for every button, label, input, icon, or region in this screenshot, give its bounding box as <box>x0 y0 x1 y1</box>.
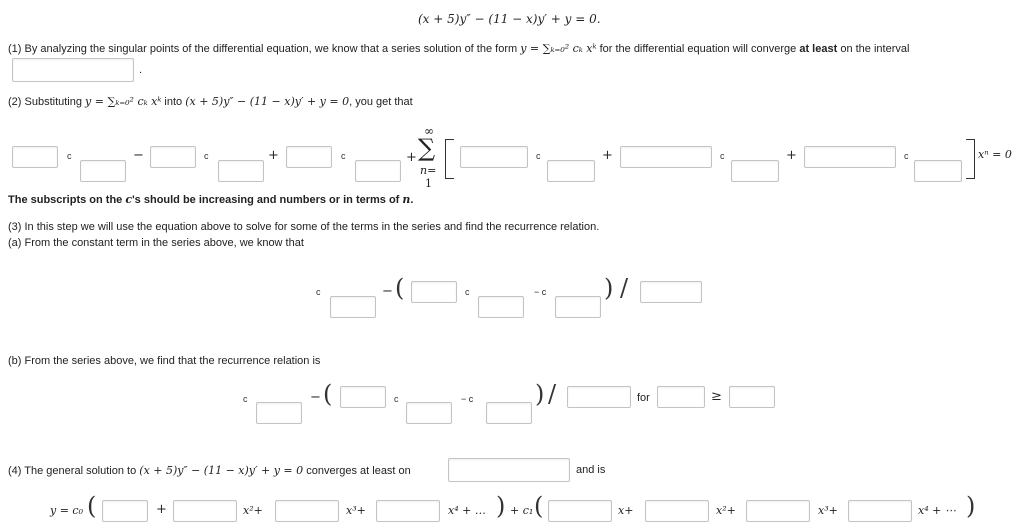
right-paren-1: ) <box>604 274 614 302</box>
coef-input-8[interactable] <box>340 386 386 408</box>
part1-lead: (1) By analyzing the singular points of the differential equation, we know that a series solution of the form <box>8 43 518 55</box>
coef-input-2[interactable] <box>150 146 196 168</box>
c-label-7: c <box>316 287 321 297</box>
plus-op-4: + <box>786 148 797 163</box>
subscript-input-12[interactable] <box>486 402 532 424</box>
minus-c: − c <box>534 287 547 297</box>
minus-c-2: − c <box>461 394 474 404</box>
x3-plus-1: x³+ <box>346 504 366 517</box>
subscript-input-11[interactable] <box>406 402 452 424</box>
and-is-label: and is <box>576 464 606 476</box>
convergence-interval-input[interactable] <box>448 458 570 482</box>
plus-op-5: + <box>156 502 167 517</box>
part2-text <box>8 95 413 108</box>
sigma-icon: ∑ <box>418 134 436 162</box>
plus-op-3: + <box>602 148 613 163</box>
bracket-tail: xⁿ = 0 <box>978 148 1012 161</box>
gen-input-3[interactable] <box>275 500 339 522</box>
geq-symbol: ≥ <box>711 389 722 404</box>
part2-lead: (2) Substituting <box>8 96 82 108</box>
subscript-input-3[interactable] <box>355 160 401 182</box>
sum-upper: ∞ <box>424 124 434 138</box>
x3-plus-2: x³+ <box>818 504 838 517</box>
minus-op-2: − <box>382 284 393 299</box>
left-paren-3: ( <box>87 492 97 520</box>
c-label-2: c <box>204 151 209 161</box>
part1-text <box>8 42 909 55</box>
interval-input[interactable] <box>12 58 134 82</box>
plus-op-1: + <box>268 148 279 163</box>
x4-dots-1: x⁴ + … <box>448 504 486 517</box>
series-form: y = ∑ₖ₌₀² cₖ xᵏ <box>520 42 597 55</box>
index-var-input[interactable] <box>657 386 705 408</box>
right-paren-4: ) <box>966 492 976 520</box>
c-label-4: c <box>536 151 541 161</box>
minus-op-3: − <box>310 390 321 405</box>
subscript-input-4[interactable] <box>547 160 595 182</box>
c-label-5: c <box>720 151 725 161</box>
subscript-input-10[interactable] <box>256 402 302 424</box>
x4-dots-2: x⁴ + ⋯ <box>918 504 956 517</box>
c-label-3: c <box>341 151 346 161</box>
equation-title: (x + 5)y″ − (11 − x)y′ + y = 0. <box>418 12 601 26</box>
part4-text: (4) The general solution to (x + 5)y″ − (11 − x)y′ + y = 0 converges at least on <box>8 464 411 477</box>
denominator-input-1[interactable] <box>640 281 702 303</box>
x-plus: x+ <box>618 504 634 517</box>
c-label-8: c <box>465 287 470 297</box>
subscript-input-9[interactable] <box>555 296 601 318</box>
part2-into: into <box>164 96 183 108</box>
sum-lower-value: 1 <box>425 177 432 190</box>
x2-plus-2: x²+ <box>716 504 736 517</box>
part1-bold: at least <box>799 43 838 55</box>
subscript-note: The subscripts on the c's should be increasing and numbers or in terms of n. <box>8 193 414 206</box>
c-label-10: c <box>394 394 399 404</box>
right-bracket <box>966 139 975 179</box>
part1-mid: for the differential equation will converge <box>599 43 797 55</box>
y-eq-c0: y = c₀ <box>50 504 83 517</box>
plus-op-2: + <box>406 150 417 165</box>
right-paren-3: ) <box>496 492 506 520</box>
coef-input-4[interactable] <box>460 146 528 168</box>
left-paren-4: ( <box>534 492 544 520</box>
series-form-2: y = ∑ₖ₌₀² cₖ xᵏ <box>85 95 162 108</box>
part3-intro: (3) In this step we will use the equation above to solve for some of the terms in the series and find the recurrence relation. <box>8 221 600 233</box>
coef-input-1[interactable] <box>12 146 58 168</box>
gen-input-6[interactable] <box>645 500 709 522</box>
minus-op-1: − <box>133 148 144 163</box>
left-bracket <box>445 139 454 179</box>
subscript-input-5[interactable] <box>731 160 779 182</box>
gen-input-5[interactable] <box>548 500 612 522</box>
subscript-input-8[interactable] <box>478 296 524 318</box>
part3a-text: (a) From the constant term in the series above, we know that <box>8 237 304 249</box>
for-label: for <box>637 392 650 404</box>
slash-2: / <box>548 380 557 408</box>
right-paren-2: ) <box>535 380 545 408</box>
equation-inline: (x + 5)y″ − (11 − x)y′ + y = 0 <box>185 95 350 108</box>
gen-input-7[interactable] <box>746 500 810 522</box>
coef-input-6[interactable] <box>804 146 896 168</box>
coef-input-3[interactable] <box>286 146 332 168</box>
left-paren-2: ( <box>323 380 333 408</box>
sum-lower: n= <box>420 164 437 177</box>
left-paren-1: ( <box>395 274 405 302</box>
c-label-1: c <box>67 151 72 161</box>
gen-input-1[interactable] <box>102 500 148 522</box>
subscript-input-7[interactable] <box>330 296 376 318</box>
coef-input-5[interactable] <box>620 146 712 168</box>
coef-input-7[interactable] <box>411 281 457 303</box>
subscript-input-6[interactable] <box>914 160 962 182</box>
c-label-6: c <box>904 151 909 161</box>
subscript-input-2[interactable] <box>218 160 264 182</box>
gen-input-4[interactable] <box>376 500 440 522</box>
part1-tail: on the interval <box>840 43 910 55</box>
period: . <box>139 64 143 76</box>
c-label-9: c <box>243 394 248 404</box>
slash-1: / <box>620 274 629 302</box>
part3b-text: (b) From the series above, we find that the recurrence relation is <box>8 355 321 367</box>
gen-input-2[interactable] <box>173 500 237 522</box>
plus-c1: + c₁ <box>510 504 534 517</box>
gen-input-8[interactable] <box>848 500 912 522</box>
subscript-input-1[interactable] <box>80 160 126 182</box>
denominator-input-2[interactable] <box>567 386 631 408</box>
x2-plus-1: x²+ <box>243 504 263 517</box>
index-start-input[interactable] <box>729 386 775 408</box>
part2-tail: , you get that <box>349 96 413 108</box>
